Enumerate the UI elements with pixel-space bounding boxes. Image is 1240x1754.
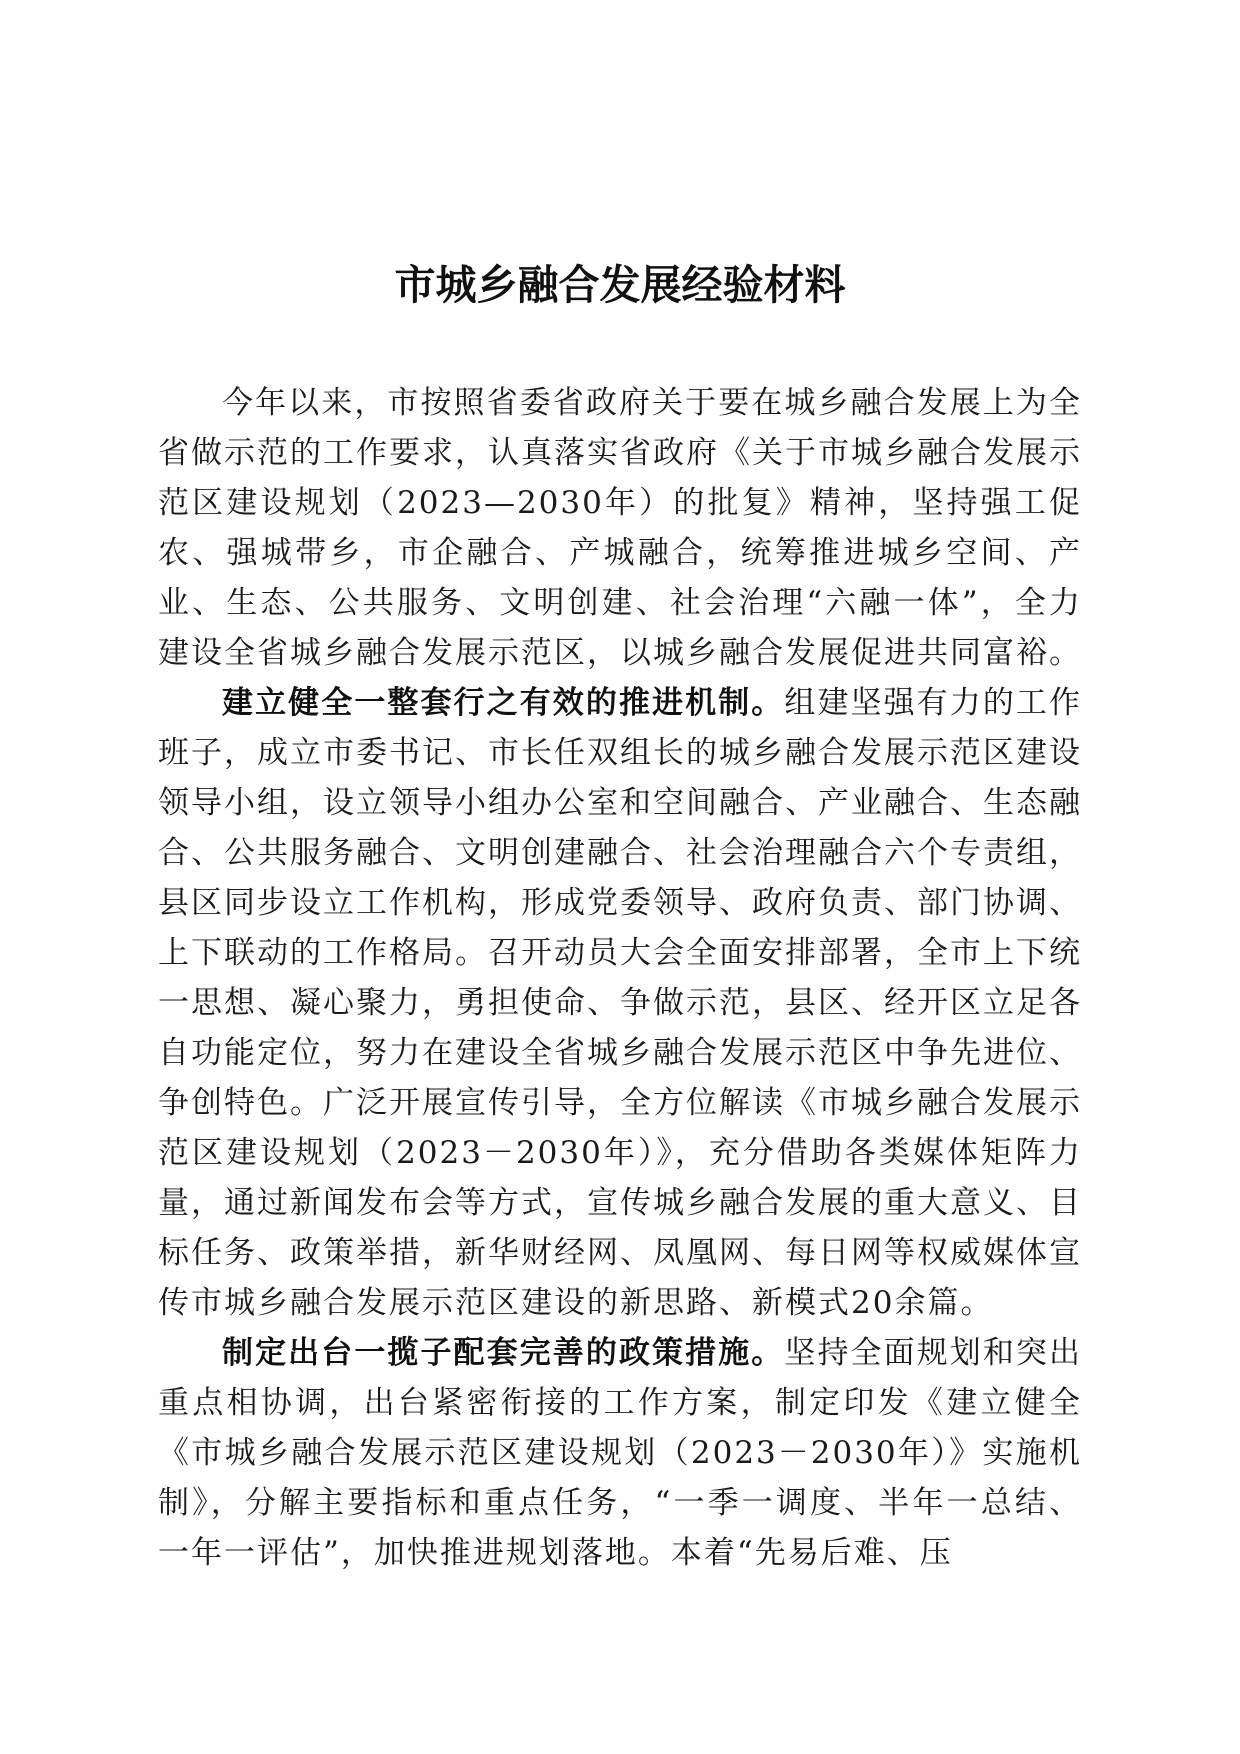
paragraph-policy	[158, 1328, 1082, 1578]
document-title: 市城乡融合发展经验材料	[394, 261, 846, 309]
document-body	[158, 378, 1082, 1578]
paragraph-text: 今年以来，市按照省委省政府关于要在城乡融合发展上为全省做示范的工作要求，认真落实省政府《关于市城乡融合发展示范区建设规划（2023—2030年）的批复》精神，坚持强工促农、强城带乡，市企融合、产城融合，统筹推进城乡空间、产业、生态、公共服务、文明创建、社会治理“六融一体”，全力建设全省城乡融合发展示范区，以城乡融合发展促进共同富裕。	[158, 385, 1082, 671]
paragraph-lead-heading: 建立健全一整套行之有效的推进机制。	[222, 685, 785, 721]
paragraph-lead-heading: 制定出台一揽子配套完善的政策措施。	[222, 1335, 785, 1371]
paragraph-text: 坚持全面规划和突出重点相协调，出台紧密衔接的工作方案，制定印发《建立健全《市城乡融合发展示范区建设规划（2023－2030年）》实施机制》，分解主要指标和重点任务，“一季一调度、半年一总结、一年一评估”，加快推进规划落地。本着“先易后难、压	[158, 1335, 1082, 1571]
paragraph-text: 组建坚强有力的工作班子，成立市委书记、市长任双组长的城乡融合发展示范区建设领导小组，设立领导小组办公室和空间融合、产业融合、生态融合、公共服务融合、文明创建融合、社会治理融合六个专责组，县区同步设立工作机构，形成党委领导、政府负责、部门协调、上下联动的工作格局。召开动员大会全面安排部署，全市上下统一思想、凝心聚力，勇担使命、争做示范，县区、经开区立足各自功能定位，努力在建设全省城乡融合发展示范区中争先进位、争创特色。广泛开展宣传引导，全方位解读《市城乡融合发展示范区建设规划（2023－2030年）》，充分借助各类媒体矩阵力量，通过新闻发布会等方式，宣传城乡融合发展的重大意义、目标任务、政策举措，新华财经网、凤凰网、每日网等权威媒体宣传市城乡融合发展示范区建设的新思路、新模式20余篇。	[158, 685, 1082, 1321]
paragraph-intro	[158, 378, 1082, 678]
paragraph-mechanism	[158, 678, 1082, 1328]
